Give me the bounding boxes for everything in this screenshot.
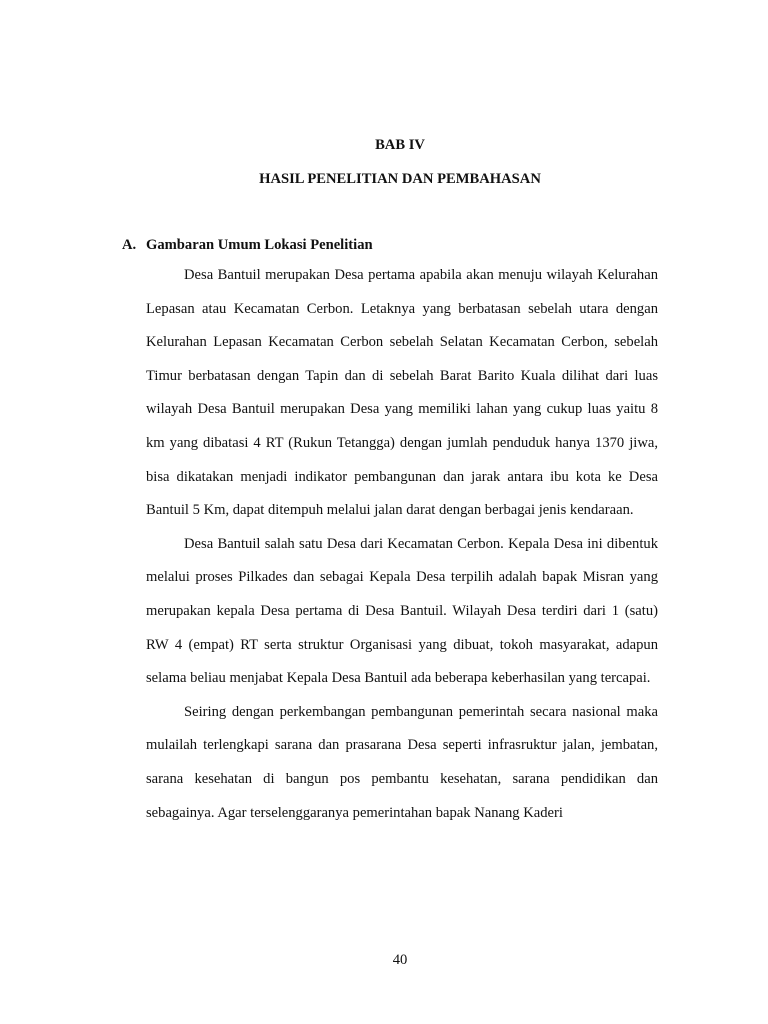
- section-heading: [122, 237, 373, 254]
- page-number: 40: [392, 952, 408, 968]
- section-title: Gambaran Umum Lokasi Penelitian: [146, 237, 373, 253]
- chapter-title: HASIL PENELITIAN DAN PEMBAHASAN: [259, 171, 541, 187]
- paragraph-3: Seiring dengan perkembangan pembangunan pemerintah secara nasional maka mulailah terlengkapi sarana dan prasarana Desa seperti infrasruktur jalan, jembatan, sarana kesehatan di bangun pos pembantu kesehatan, sarana pendidikan dan sebagainya. Agar terselenggaranya pemerintahan bapak Nanang Kaderi: [146, 703, 658, 821]
- paragraph-2: Desa Bantuil salah satu Desa dari Kecamatan Cerbon. Kepala Desa ini dibentuk melalui proses Pilkades dan sebagai Kepala Desa terpilih adalah bapak Misran yang merupakan kepala Desa pertama di Desa Bantuil. Wilayah Desa terdiri dari 1 (satu) RW 4 (empat) RT serta struktur Organisasi yang dibuat, tokoh masyarakat, adapun selama beliau menjabat Kepala Desa Bantuil ada beberapa keberhasilan yang tercapai.: [146, 535, 658, 687]
- paragraph-1: Desa Bantuil merupakan Desa pertama apabila akan menuju wilayah Kelurahan Lepasan atau Kecamatan Cerbon. Letaknya yang berbatasan sebelah utara dengan Kelurahan Lepasan Kecamatan Cerbon sebelah Selatan Kecamatan Cerbon, sebelah Timur berbatasan dengan Tapin dan di sebelah Barat Barito Kuala dilihat dari luas wilayah Desa Bantuil merupakan Desa yang memiliki lahan yang cukup luas yaitu 8 km yang dibatasi 4 RT (Rukun Tetangga) dengan jumlah penduduk hanya 1370 jiwa, bisa dikatakan menjadi indikator pembangunan dan jarak antara ibu kota ke Desa Bantuil 5 Km, dapat ditempuh melalui jalan darat dengan berbagai jenis kendaraan.: [146, 267, 658, 519]
- section-marker: A.: [122, 237, 137, 253]
- chapter-number: BAB IV: [375, 137, 425, 153]
- body-text: [146, 259, 658, 830]
